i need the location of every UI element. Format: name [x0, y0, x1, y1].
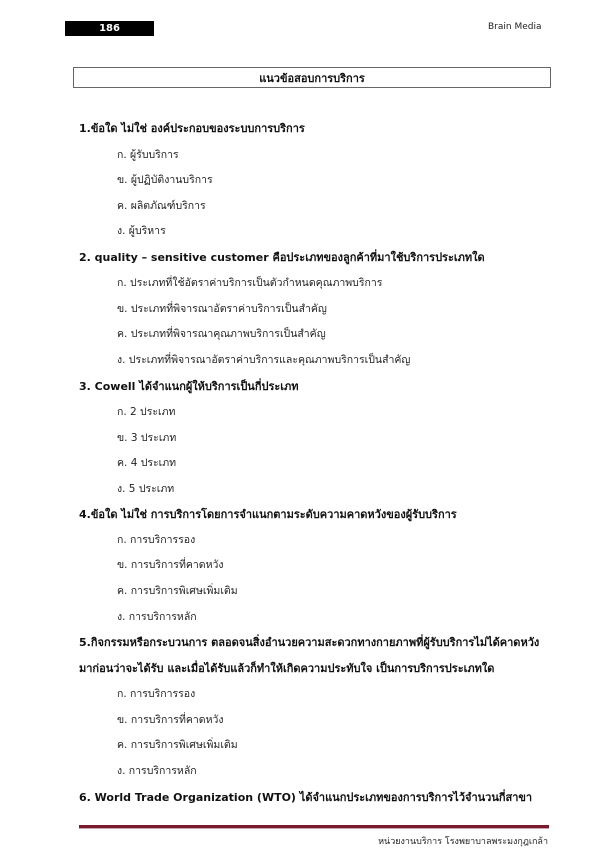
page-title: [73, 67, 551, 88]
question-3: 3. Cowell ได้จำแนกผู้ให้บริการเป็นกี่ประเภท: [79, 380, 299, 393]
question-3-option-c: ค. 4 ประเภท: [117, 457, 177, 469]
question-4-option-c: ค. การบริการพิเศษเพิ่มเติม: [117, 585, 238, 597]
question-1-option-b: ข. ผู้ปฏิบัติงานบริการ: [117, 174, 213, 186]
page-number-box: [65, 21, 154, 36]
question-5-option-b: ข. การบริการที่คาดหวัง: [117, 714, 224, 726]
question-2-option-b: ข. ประเภทที่พิจารณาอัตราค่าบริการเป็นสำคัญ: [117, 303, 327, 315]
question-5-option-a: ก. การบริการรอง: [117, 688, 196, 700]
question-1-option-d: ง. ผู้บริหาร: [117, 225, 166, 237]
brand-label: Brain Media: [488, 22, 542, 32]
question-3-option-d: ง. 5 ประเภท: [117, 483, 175, 495]
question-5-line-1: 5.กิจกรรมหรือกระบวนการ ตลอดจนสิ่งอำนวยความสะดวกทางกายภาพที่ผู้รับบริการไม่ได้คาดหวัง: [79, 636, 540, 649]
question-3-option-b: ข. 3 ประเภท: [117, 432, 177, 444]
question-2-option-d: ง. ประเภทที่พิจารณาอัตราค่าบริการและคุณภาพบริการเป็นสำคัญ: [117, 354, 411, 366]
question-4-option-a: ก. การบริการรอง: [117, 534, 196, 546]
question-6: 6. World Trade Organization (WTO) ได้จำแนกประเภทของการบริการไว้จำนวนกี่สาขา: [79, 791, 533, 804]
question-2-option-a: ก. ประเภทที่ใช้อัตราค่าบริการเป็นตัวกำหนดคุณภาพบริการ: [117, 277, 383, 289]
question-3-option-a: ก. 2 ประเภท: [117, 406, 176, 418]
question-2-option-c: ค. ประเภทที่พิจารณาคุณภาพบริการเป็นสำคัญ: [117, 328, 326, 340]
footer-text: หน่วยงานบริการ โรงพยาบาลพระมงกุฎเกล้า: [378, 837, 548, 847]
page-number: 186: [99, 23, 120, 34]
question-5-option-d: ง. การบริการหลัก: [117, 765, 197, 777]
question-4-option-d: ง. การบริการหลัก: [117, 611, 197, 623]
question-1-option-c: ค. ผลิตภัณฑ์บริการ: [117, 200, 206, 212]
question-1-option-a: ก. ผู้รับบริการ: [117, 149, 179, 161]
footer-rule: [79, 825, 549, 829]
question-5-line-2: มาก่อนว่าจะได้รับ และเมื่อได้รับแล้วก็ทำให้เกิดความประทับใจ เป็นการบริการประเภทใด: [79, 662, 495, 675]
question-1: 1.ข้อใด ไม่ใช่ องค์ประกอบของระบบการบริการ: [79, 122, 305, 135]
question-5-option-c: ค. การบริการพิเศษเพิ่มเติม: [117, 739, 238, 751]
question-2: 2. quality – sensitive customer คือประเภทของลูกค้าที่มาใช้บริการประเภทใด: [79, 251, 485, 264]
page-title-text: แนวข้อสอบการบริการ: [259, 71, 365, 85]
question-4-option-b: ข. การบริการที่คาดหวัง: [117, 559, 224, 571]
question-4: 4.ข้อใด ไม่ใช่ การบริการโดยการจำแนกตามระดับความคาดหวังของผู้รับบริการ: [79, 508, 457, 521]
